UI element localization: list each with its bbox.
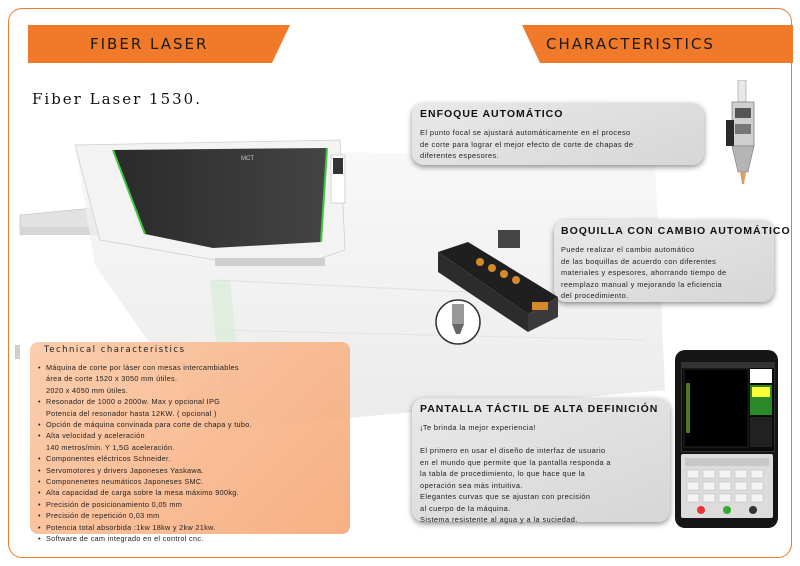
tech-item-text: Máquina de corte por láser con mesas intercambiables <box>46 363 239 372</box>
tech-item <box>38 476 348 487</box>
tech-item <box>38 385 348 396</box>
tech-item <box>38 430 348 441</box>
nozzle-line: de las boquillas de acuerdo con diferentes <box>561 256 717 266</box>
tech-item-text: Potencia del resonador hasta 12KW. ( opcional ) <box>46 408 217 418</box>
tech-item-text: Componentes eléctricos Schneider. <box>46 454 171 464</box>
header-banner <box>28 25 793 63</box>
bullet-icon: • <box>38 465 41 475</box>
nozzle-line: materiales y espesores, ahorrando tiempo de <box>561 268 727 277</box>
tech-title: Technical characteristics <box>44 345 186 355</box>
tech-item <box>38 487 348 498</box>
tech-item-text: Potencia total absorbida :1kw 18kw y 2kw 21kw. <box>46 522 216 532</box>
tech-item <box>38 499 348 510</box>
tech-item-text: Opción de máquina convinada para corte de chapa y tubo. <box>46 420 252 430</box>
tech-item-text: Software de cam integrado en el control cnc. <box>46 534 204 544</box>
control-panel-keypad <box>681 454 773 518</box>
nozzle-changer-image <box>428 222 568 352</box>
tech-item <box>38 522 348 533</box>
tech-item <box>38 465 348 476</box>
nozzle-line: del procedimiento. <box>561 291 629 300</box>
tech-item <box>38 453 348 464</box>
touchscreen-line: Sistema resistente al agua y a la suciedad. <box>420 515 578 524</box>
bullet-icon: • <box>38 534 41 544</box>
tech-list <box>38 362 348 545</box>
tech-item-text: área de corte 1520 x 3050 mm útiles. <box>46 374 178 384</box>
tech-item-text: 140 metros/min. Y 1,5G aceleración. <box>46 442 175 452</box>
touchscreen-line: al cuerpo de la máquina. <box>420 503 511 513</box>
tech-item <box>38 533 348 544</box>
bullet-icon: • <box>38 363 41 372</box>
tech-item <box>38 373 348 384</box>
bullet-icon: • <box>38 431 41 441</box>
autofocus-text <box>420 127 700 162</box>
tech-item-text: Alta capacidad de carga sobre la mesa máximo 900kg. <box>46 488 239 498</box>
touchscreen-line: ¡Te brinda la mejor experiencia! <box>420 423 536 432</box>
touchscreen-line: operación sea más intuitiva. <box>420 480 523 490</box>
tech-item <box>38 408 348 419</box>
machine-brand-label: MCT <box>241 156 254 162</box>
tech-item-text: Servomotores y drivers Japoneses Yaskawa. <box>46 465 204 475</box>
banner-right-label: CHARACTERISTICS <box>546 35 715 53</box>
control-panel-screen <box>681 362 775 452</box>
tech-item-text: 2020 x 4050 mm útiles. <box>46 385 129 395</box>
touchscreen-line <box>420 434 666 446</box>
autofocus-title: ENFOQUE AUTOMÁTICO <box>420 108 564 120</box>
touchscreen-line: la tabla de procedimiento, lo que hace que la <box>420 469 586 478</box>
banner-left-label: FIBER LASER <box>90 35 209 53</box>
nozzle-title: BOQUILLA CON CAMBIO AUTOMÁTICO <box>561 225 791 237</box>
tech-item <box>38 419 348 430</box>
bullet-icon: • <box>38 499 41 509</box>
autofocus-line: El punto focal se ajustará automáticamente en el proceso <box>420 128 631 137</box>
laser-head-image <box>718 80 773 190</box>
bullet-icon: • <box>38 477 41 487</box>
nozzle-line: reemplazo manual y mejorando la eficiencia <box>561 279 722 289</box>
tech-item <box>38 362 348 373</box>
autofocus-line: diferentes espesores. <box>420 151 500 160</box>
model-title: Fiber Laser 1530. <box>32 90 202 108</box>
touchscreen-title: PANTALLA TÁCTIL DE ALTA DEFINICIÓN <box>420 403 659 415</box>
nozzle-text <box>561 244 771 302</box>
tech-item <box>38 442 348 453</box>
tech-item-text: Alta velocidad y aceleración <box>46 431 145 441</box>
tech-item-text: Precisión de repetición 0,03 mm <box>46 511 160 521</box>
autofocus-line: de corte para lograr el mejor efecto de corte de chapas de <box>420 139 634 149</box>
nozzle-line: Puede realizar el cambio automático <box>561 245 695 254</box>
tech-item-text: Componenetes neumáticos Japoneses SMC. <box>46 477 204 487</box>
touchscreen-line: en el mundo que permite que la pantalla responda a <box>420 457 611 467</box>
bullet-icon: • <box>38 522 41 532</box>
touchscreen-line: El primero en usar el diseño de interfaz de usuario <box>420 446 606 455</box>
tech-item <box>38 396 348 407</box>
bullet-icon: • <box>38 454 41 464</box>
tech-item-text: Resonador de 1000 o 2000w. Max y opcional IPG <box>46 397 221 407</box>
bullet-icon: • <box>38 488 41 498</box>
touchscreen-line: Elegantes curvas que se ajustan con precisión <box>420 492 591 501</box>
bullet-icon: • <box>38 397 41 407</box>
bullet-icon: • <box>38 420 41 430</box>
touchscreen-text <box>420 422 666 526</box>
tech-item-text: Precisión de posicionamiento 0,05 mm <box>46 499 183 509</box>
tech-item <box>38 510 348 521</box>
bullet-icon: • <box>38 511 41 521</box>
